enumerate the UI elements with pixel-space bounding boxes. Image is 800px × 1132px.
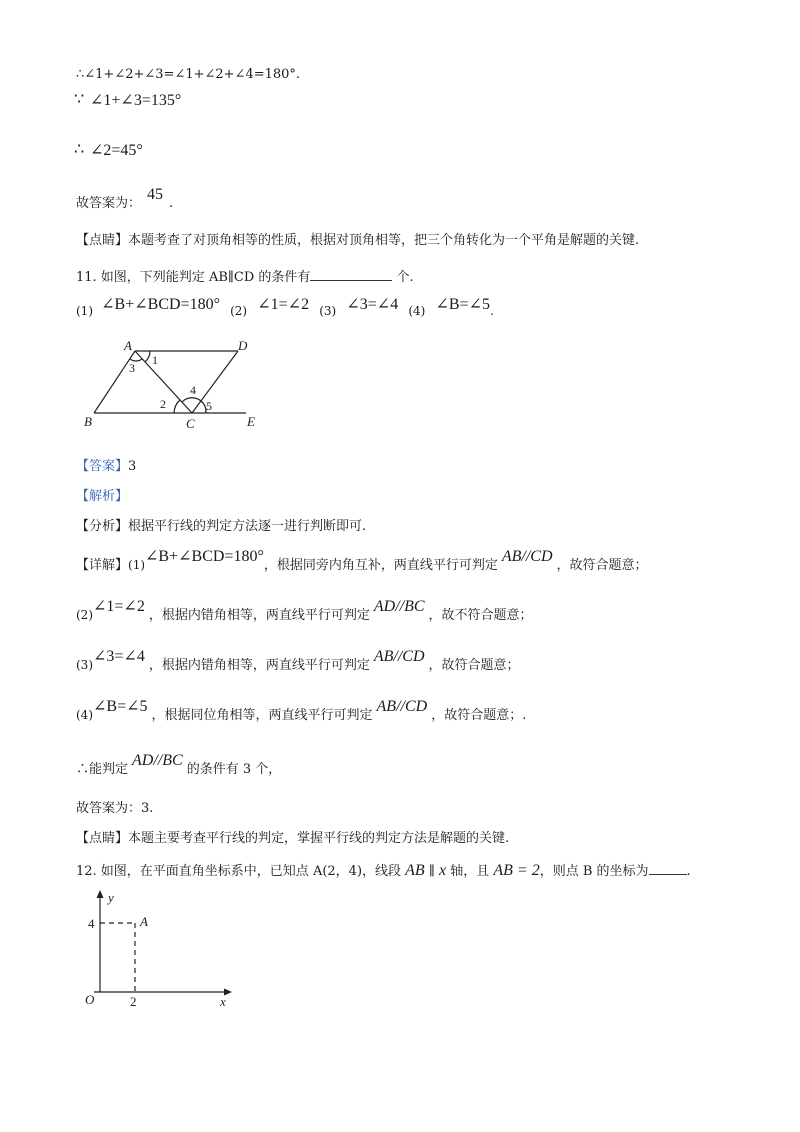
arc-angle-4 [182,398,201,402]
label-B: B [84,414,92,429]
q11-answer [76,458,136,476]
q11-d3-math: ∠3=∠4 [93,648,145,665]
label-angle-5: 5 [206,399,212,413]
q11-choice-1-label: (1) [76,304,93,318]
label-C: C [186,416,195,431]
q11-d2-end: ，故不符合题意； [428,608,533,623]
q11-detail-3 [76,648,520,675]
q11-stem-before: 11. 如图，下列能判定 AB∥CD 的条件有 [76,270,311,285]
prev-comment [76,232,639,250]
label-angle-3: 3 [129,361,135,375]
q11-d3-text: ，根据内错角相等，两直线平行可判定 [148,658,370,673]
proof-line-1: ∴∠1+∠2+∠3=∠1+∠2+∠4=180°. [76,67,301,82]
q12-figure [80,888,250,1008]
segment-cd [192,351,238,413]
q11-d4-end: ，故符合题意；. [431,708,527,723]
q11-d1-text: ，根据同旁内角互补，两直线平行可判定 [263,558,498,573]
q12-stem-eq: AB = 2 [493,862,540,879]
q11-concl-post: 的条件有 3 个， [186,762,282,777]
label-angle-2: 2 [160,397,166,411]
q11-concl-math: AD//BC [132,752,183,769]
q11-concl-pre: ∴能判定 [76,762,129,777]
q11-fenxi-tag: 【分析】 [76,519,129,534]
prev-answer-end: . [169,196,174,211]
q12-stem-b: 轴，且 [446,864,494,879]
tick-label-4: 4 [88,916,95,931]
q11-d1-result: AB//CD [501,548,553,565]
q11-answer-value: 3 [128,459,137,474]
label-E: E [247,414,255,429]
q11-choice-3-label: (3) [319,304,337,318]
therefore-symbol: ∴ [74,139,85,158]
q11-d3-result: AB//CD [373,648,425,665]
prev-comment-tag: 【点睛】 [76,233,129,248]
prev-answer [76,186,174,213]
q11-d2-result: AD//BC [373,598,425,615]
q11-conclusion [76,752,282,779]
label-angle-4: 4 [190,383,196,397]
q11-choice-4: ∠B=∠5 [435,296,491,313]
tick-label-2: 2 [130,994,137,1008]
q12-stem-a: 12. 如图，在平面直角坐标系中，已知点 A(2，4)，线段 [76,864,406,879]
q11-d3-end: ，故符合题意； [428,658,520,673]
q11-choice-2-label: (2) [230,304,248,318]
q11-comment [76,830,509,848]
q11-detail-tag: 【详解】 [76,558,129,573]
prev-answer-value: 45 [147,186,164,203]
q11-detail-1 [76,548,648,575]
proof-line-2: ∠1+∠3=135° [90,92,182,109]
q11-d1-end: ，故符合题意； [556,558,648,573]
q12-stem-x: x [438,862,447,879]
label-angle-1: 1 [152,353,158,367]
q11-analysis-tag: 【解析】 [76,489,129,504]
q11-d4-text: ，根据同位角相等，两直线平行可判定 [151,708,373,723]
label-y: y [108,890,114,905]
q11-d2-math: ∠1=∠2 [93,598,145,615]
q12-answer-blank[interactable] [649,860,687,875]
q11-d2-label: (2) [76,608,93,622]
prev-answer-label: 故答案为： [76,196,142,211]
label-A: A [124,338,132,353]
q11-figure [80,336,270,432]
because-symbol: ∵ [74,89,85,108]
q11-fenxi [76,518,366,536]
q12-stem-c: ，则点 B 的坐标为 [539,864,649,879]
q12-stem-ab: AB [405,862,425,879]
q11-stem-after: 个. [392,270,414,285]
arc-angle-2 [174,400,180,413]
q11-choice-1: ∠B+∠BCD=180° [101,296,220,313]
prev-comment-text: 本题考查了对顶角相等的性质，根据对顶角相等，把三个角转化为一个平角是解题的关键. [128,233,640,248]
label-point-A: A [140,914,148,929]
proof-line-3: ∠2=45° [90,142,143,159]
q11-answer-tag: 【答案】 [76,459,129,474]
q11-stem [76,266,414,287]
label-x: x [220,994,226,1008]
q11-choice-3: ∠3=∠4 [346,296,399,313]
q11-choice-end: . [490,304,494,318]
q11-d4-math: ∠B=∠5 [93,698,148,715]
arc-angle-1 [145,351,150,362]
label-origin: O [85,992,95,1007]
q12-stem [76,860,691,881]
q11-final-answer: 故答案为：3. [76,801,154,816]
q11-answer-blank[interactable] [310,266,392,281]
y-axis-arrow [97,890,104,898]
q12-stem-parallel: ∥ [424,864,439,879]
q11-choice-4-label: (4) [408,304,426,318]
q11-d4-label: (4) [76,708,93,722]
q11-comment-tag: 【点睛】 [76,831,129,846]
q11-d2-text: ，根据内错角相等，两直线平行可判定 [148,608,370,623]
q11-d1-math: ∠B+∠BCD=180° [145,548,264,565]
label-D: D [238,338,248,353]
q11-d1-label: (1) [128,558,146,572]
q11-comment-text: 本题主要考查平行线的判定，掌握平行线的判定方法是解题的关键. [128,831,510,846]
q11-choice-2: ∠1=∠2 [257,296,310,313]
q12-stem-end: . [686,864,691,879]
q11-d3-label: (3) [76,658,93,672]
q11-fenxi-text: 根据平行线的判定方法逐一进行判断即可. [128,519,367,534]
q11-detail-4 [76,698,527,725]
q11-d4-result: AB//CD [376,698,428,715]
q11-detail-2 [76,598,533,625]
q11-choices [76,296,494,318]
